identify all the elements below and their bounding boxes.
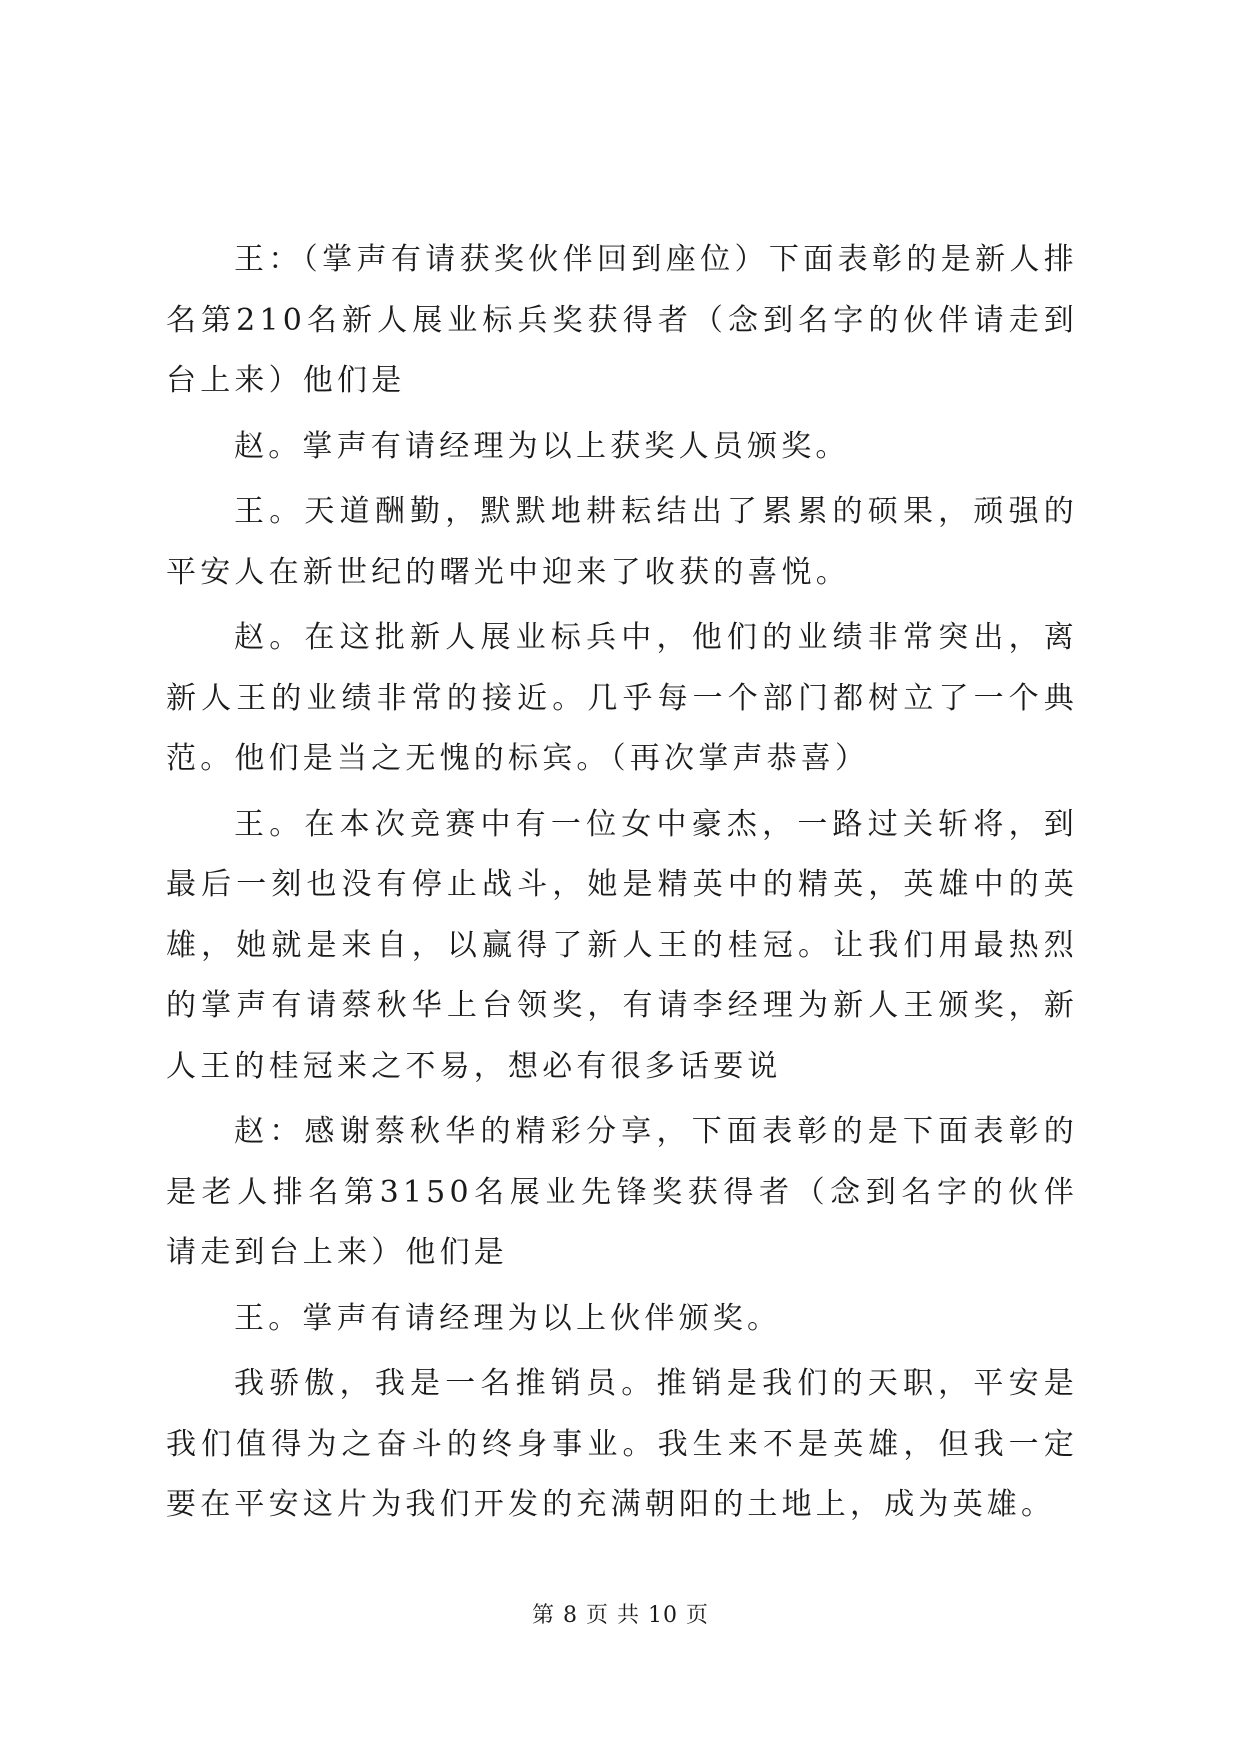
paragraph: 王。天道酬勤，默默地耕耘结出了累累的硕果，顽强的平安人在新世纪的曙光中迎来了收获的喜悦。	[166, 494, 1078, 590]
page-footer: 第 8 页 共 10 页	[532, 1603, 709, 1628]
paragraph: 王：（掌声有请获奖伙伴回到座位）下面表彰的是新人排名第210名新人展业标兵奖获得者（念到名字的伙伴请走到台上来）他们是	[166, 242, 1078, 398]
paragraph: 王。在本次竞赛中有一位女中豪杰，一路过关斩将，到最后一刻也没有停止战斗，她是精英中的精英，英雄中的英雄，她就是来自，以赢得了新人王的桂冠。让我们用最热烈的掌声有请蔡秋华上台领奖，有请李经理为新人王颁奖，新人王的桂冠来之不易，想必有很多话要说	[166, 806, 1078, 1084]
paragraph: 我骄傲，我是一名推销员。推销是我们的天职，平安是我们值得为之奋斗的终身事业。我生来不是英雄，但我一定要在平安这片为我们开发的充满朝阳的土地上，成为英雄。	[166, 1366, 1078, 1522]
paragraph: 赵。掌声有请经理为以上获奖人员颁奖。	[234, 428, 850, 464]
paragraph: 王。掌声有请经理为以上伙伴颁奖。	[234, 1300, 782, 1336]
paragraph: 赵。在这批新人展业标兵中，他们的业绩非常突出，离新人王的业绩非常的接近。几乎每一个部门都树立了一个典范。他们是当之无愧的标宾。（再次掌声恭喜）	[166, 620, 1078, 776]
paragraph: 赵：感谢蔡秋华的精彩分享，下面表彰的是下面表彰的是老人排名第3150名展业先锋奖获得者（念到名字的伙伴请走到台上来）他们是	[166, 1114, 1078, 1270]
document-body	[166, 230, 1078, 1541]
